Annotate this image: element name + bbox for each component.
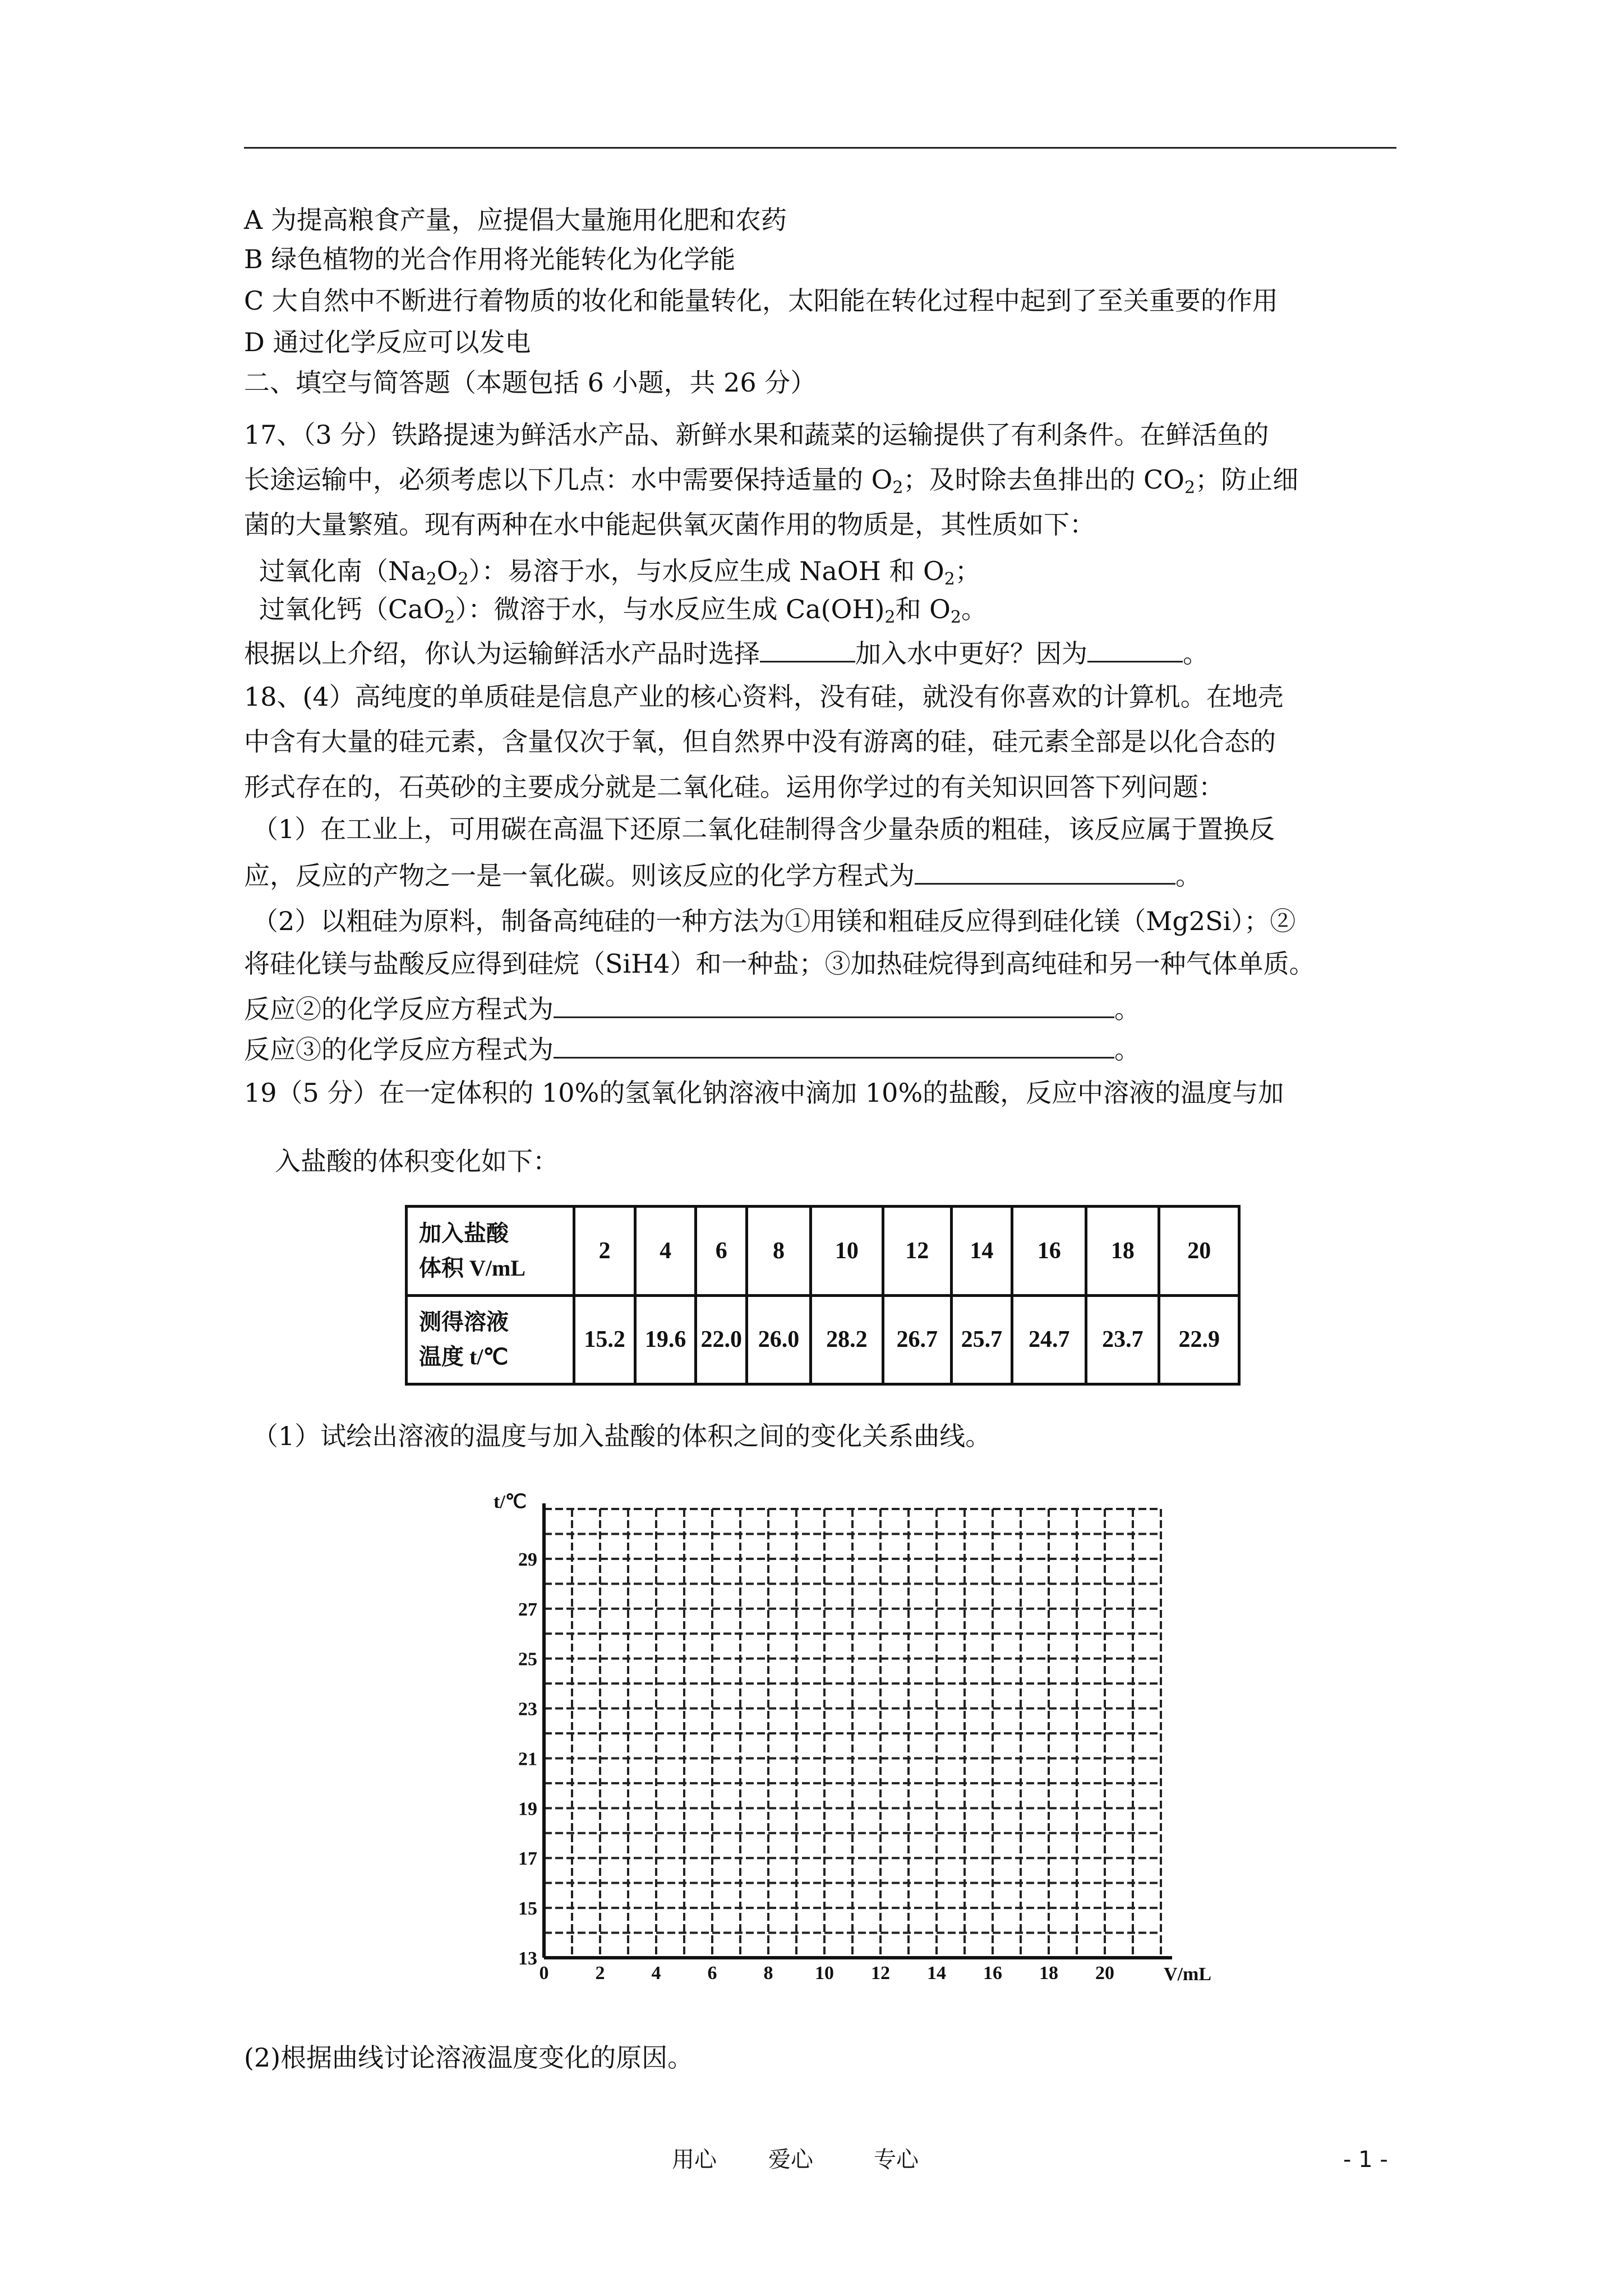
y-tick-label: 13 (518, 1948, 537, 1969)
y-tick-label: 29 (518, 1549, 537, 1570)
x-tick-label: 4 (651, 1963, 661, 1984)
data-table (405, 1205, 1241, 1386)
footer-text-2: 爱心 (768, 2147, 813, 2173)
x-tick-label: 0 (539, 1963, 549, 1984)
page-number: - 1 - (1343, 2147, 1388, 2173)
q17-line-2: 长途运输中，必须考虑以下几点：水中需要保持适量的 $O_2$；及时除去鱼排出的 $CO_2$；防止细 (244, 464, 1299, 498)
footer-text-1: 用心 (672, 2147, 717, 2173)
tick-labels (518, 1549, 1114, 1984)
option-d: D 通过化学反应可以发电 (244, 327, 531, 357)
table-cell: 26.0 (747, 1295, 811, 1384)
x-tick-label: 12 (871, 1963, 890, 1984)
table-cell: 22.9 (1159, 1295, 1239, 1384)
q18-line-1: 18、(4）高纯度的单质硅是信息产业的核心资料，没有硅，就没有你喜欢的计算机。在地壳 (244, 682, 1284, 712)
q18-reaction-2: 反应②的化学反应方程式为 。 (244, 991, 1140, 1024)
q17-na2o2: 过氧化南$(Na_2O_2)$：易溶于水，与水反应生成 NaOH 和 $O_2$； (259, 556, 981, 589)
answer-blank-reaction-2[interactable] (554, 991, 1114, 1018)
x-tick-label: 10 (815, 1963, 834, 1984)
section-heading: 二、填空与简答题（本题包括 6 小题，共 26 分） (244, 367, 817, 398)
q17-line-1: 17、（3 分）铁路提速为鲜活水产品、新鲜水果和蔬菜的运输提供了有利条件。在鲜活鱼的 (244, 420, 1269, 450)
q17-cao2: 过氧化钙（CaO$_2$）：微溶于水，与水反应生成 $Ca(OH)_2$和 $O_2$。 (259, 594, 987, 627)
option-c: C 大自然中不断进行着物质的妆化和能量转化，太阳能在转化过程中起到了至关重要的作用 (244, 286, 1278, 316)
table-cell: 19.6 (635, 1295, 695, 1384)
table-cell: 10 (810, 1207, 883, 1296)
y-tick-label: 27 (518, 1599, 537, 1620)
x-tick-label: 16 (983, 1963, 1002, 1984)
table-cell: 28.2 (810, 1295, 883, 1384)
y-tick-label: 17 (518, 1848, 537, 1870)
q18-part2-line-1: （2）以粗硅为原料，制备高纯硅的一种方法为①用镁和粗硅反应得到硅化镁（Mg2Si）；② (252, 906, 1296, 936)
table-row-volume (407, 1207, 1239, 1296)
header-rule (244, 147, 1396, 149)
x-tick-label: 6 (707, 1963, 717, 1984)
temperature-header: 测得溶液 温度 t/℃ (407, 1295, 574, 1384)
y-tick-label: 21 (518, 1749, 537, 1770)
x-tick-label: 18 (1039, 1963, 1058, 1984)
q18-part2-line-2: 将硅化镁与盐酸反应得到硅烷（SiH4）和一种盐；③加热硅烷得到高纯硅和另一种气体单质。 (244, 949, 1315, 979)
x-tick-label: 20 (1095, 1963, 1114, 1984)
table-cell: 16 (1012, 1207, 1086, 1296)
answer-blank-substance[interactable] (760, 635, 855, 662)
answer-blank-reaction-3[interactable] (554, 1031, 1114, 1059)
table-cell: 4 (635, 1207, 695, 1296)
table-cell: 8 (747, 1207, 811, 1296)
grid-lines (544, 1509, 1161, 1958)
q19-part-1: （1）试绘出溶液的温度与加入盐酸的体积之间的变化关系曲线。 (252, 1421, 992, 1451)
x-axis-label: V/mL (1164, 1964, 1211, 1985)
x-tick-label: 8 (763, 1963, 773, 1984)
q18-line-2: 中含有大量的硅元素，含量仅次于氧，但自然界中没有游离的硅，硅元素全部是以化合态的 (244, 726, 1276, 757)
answer-blank-equation-1[interactable] (915, 857, 1175, 885)
option-a: A 为提高粮食产量，应提倡大量施用化肥和农药 (244, 205, 787, 235)
q18-part1-line-1: （1）在工业上，可用碳在高温下还原二氧化硅制得含少量杂质的粗硅，该反应属于置换反 (252, 814, 1275, 844)
q18-part1-line-2: 应，反应的产物之一是一氧化碳。则该反应的化学方程式为 。 (244, 857, 1201, 891)
table-cell: 22.0 (696, 1295, 747, 1384)
volume-header: 加入盐酸 体积 V/mL (407, 1207, 574, 1296)
table-cell: 6 (696, 1207, 747, 1296)
x-tick-label: 14 (927, 1963, 946, 1984)
table-cell: 15.2 (574, 1295, 635, 1384)
table-cell: 24.7 (1012, 1295, 1086, 1384)
x-tick-label: 2 (595, 1963, 605, 1984)
table-cell: 12 (883, 1207, 951, 1296)
blank-graph-grid[interactable] (494, 1487, 1245, 2047)
q19-line-1: 19（5 分）在一定体积的 10%的氢氧化钠溶液中滴加 10%的盐酸，反应中溶液的温度与加 (244, 1078, 1284, 1108)
q17-line-3: 菌的大量繁殖。现有两种在水中能起供氧灭菌作用的物质是，其性质如下： (244, 509, 1095, 540)
q17-conclusion: 根据以上介绍，你认为运输鲜活水产品时选择 加入水中更好？因为 。 (244, 635, 1209, 669)
table-cell: 20 (1159, 1207, 1239, 1296)
y-tick-label: 15 (518, 1898, 537, 1920)
y-tick-label: 23 (518, 1699, 537, 1720)
y-axis-label: t/℃ (494, 1492, 527, 1512)
q18-line-3: 形式存在的，石英砂的主要成分就是二氧化硅。运用你学过的有关知识回答下列问题： (244, 772, 1224, 802)
y-tick-label: 19 (518, 1798, 537, 1820)
y-tick-label: 25 (518, 1649, 537, 1670)
q19-part-2: (2)根据曲线讨论溶液温度变化的原因。 (244, 2042, 694, 2073)
table-cell: 26.7 (883, 1295, 951, 1384)
table-cell: 23.7 (1086, 1295, 1159, 1384)
table-cell: 18 (1086, 1207, 1159, 1296)
footer-text-3: 专心 (874, 2147, 919, 2173)
table-cell: 25.7 (951, 1295, 1012, 1384)
option-b: B 绿色植物的光合作用将光能转化为化学能 (244, 244, 736, 274)
table-row-temperature (407, 1295, 1239, 1384)
q19-line-2: 入盐酸的体积变化如下： (275, 1146, 559, 1176)
table-cell: 14 (951, 1207, 1012, 1296)
table-cell: 2 (574, 1207, 635, 1296)
answer-blank-reason[interactable] (1087, 635, 1183, 662)
q18-reaction-3: 反应③的化学反应方程式为 。 (244, 1031, 1140, 1065)
